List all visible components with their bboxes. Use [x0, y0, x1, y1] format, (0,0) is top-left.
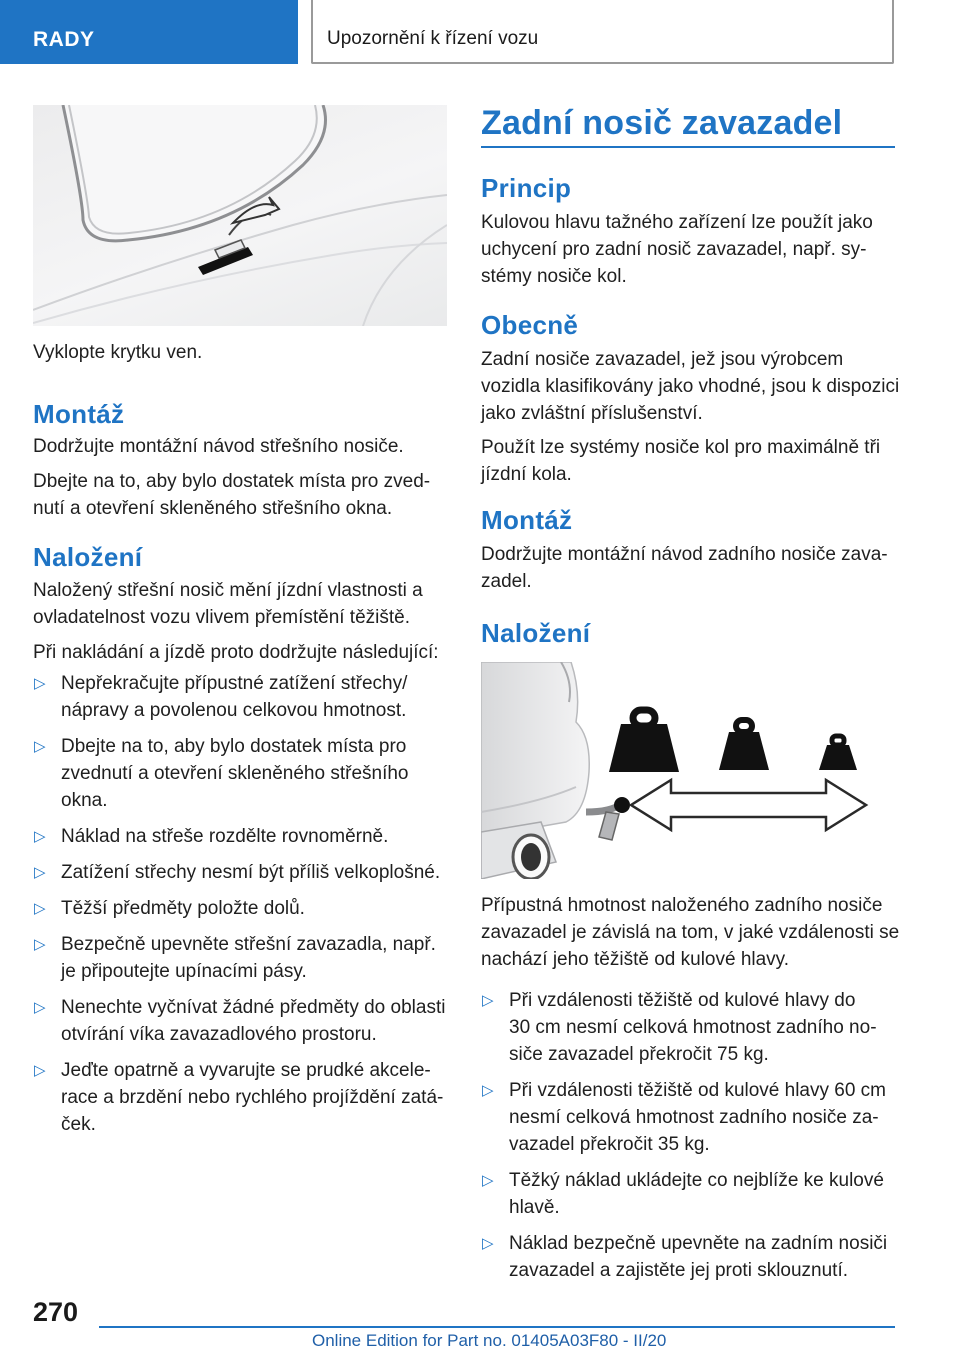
triangle-bullet-icon: ▷	[34, 936, 46, 953]
triangle-bullet-icon: ▷	[34, 864, 46, 881]
montaz-roof-text-2b: nutí a otevření skleněného střešního okna.	[33, 498, 393, 519]
title-underline	[481, 146, 895, 148]
montaz-rear-line-2: zadel.	[481, 571, 532, 592]
nalozeni-rear-line-1: Přípustná hmotnost naloženého zadního nosiče	[481, 895, 883, 916]
princip-line-3: stémy nosiče kol.	[481, 266, 627, 287]
nalozeni-roof-text-1b: ovladatelnost vozu vlivem přemístění těžiště.	[33, 607, 411, 628]
heading-nalozeni-roof: Naložení	[33, 542, 143, 572]
triangle-bullet-icon: ▷	[34, 675, 46, 692]
list-item: ▷ Bezpečně upevněte střešní zavazadla, např. je připoutejte upínacími pásy.	[34, 934, 436, 982]
list-item: ▷ Náklad na střeše rozdělte rovnoměrně.	[34, 826, 389, 847]
heading-nalozeni-rear: Naložení	[481, 618, 591, 648]
nalozeni-roof-text-1a: Naložený střešní nosič mění jízdní vlastnosti a	[33, 580, 423, 601]
footer-edition-text: Online Edition for Part no. 01405A03F80 - II/20	[312, 1331, 667, 1350]
heading-montaz-roof: Montáž	[33, 399, 125, 429]
obecne-line-1: Zadní nosiče zavazadel, jež jsou výrobcem	[481, 349, 844, 370]
triangle-bullet-icon: ▷	[34, 1062, 46, 1079]
montaz-roof-text-1: Dodržujte montážní návod střešního nosiče.	[33, 436, 404, 457]
list-item: ▷ Těžší předměty položte dolů.	[34, 898, 305, 919]
nalozeni-rear-line-2: zavazadel je závislá na tom, v jaké vzdálenosti se	[481, 922, 900, 943]
main-section-title: Zadní nosič zavazadel	[481, 104, 843, 142]
header-section-tab	[0, 0, 298, 64]
roof-cover-drawing	[33, 105, 447, 326]
obecne-line-3: jako zvláštní příslušenství.	[481, 403, 703, 424]
list-item: ▷ Dbejte na to, aby bylo dostatek místa pro zvednutí a otevření skleněného střešního okna.	[34, 736, 409, 811]
triangle-bullet-icon: ▷	[34, 828, 46, 845]
heading-obecne: Obecně	[481, 310, 579, 340]
heading-montaz-rear: Montáž	[481, 505, 573, 535]
rear-carrier-load-illustration	[481, 662, 895, 879]
roof-load-bullet-list	[33, 670, 447, 1147]
list-item: ▷ Jeďte opatrně a vyvarujte se prudké akcele‐ race a brzdění nebo rychlého projíždění zatá‐ ček.	[34, 1060, 444, 1135]
princip-line-2: uchycení pro zadní nosič zavazadel, např. sy‐	[481, 239, 867, 260]
montaz-roof-text-2a: Dbejte na to, aby bylo dostatek místa pro zved‐	[33, 471, 431, 492]
page-number: 270	[33, 1297, 79, 1327]
princip-line-1: Kulovou hlavu tažného zařízení lze použít jako	[481, 212, 873, 233]
list-item: ▷ Nenechte vyčnívat žádné předměty do oblasti otvírání víka zavazadlového prostoru.	[34, 997, 446, 1045]
rear-load-bullet-list	[481, 987, 895, 1293]
list-item: ▷ Při vzdálenosti těžiště od kulové hlavy 60 cm nesmí celková hmotnost zadního nosiče za‐ vazadel překročit 35 kg.	[482, 1080, 887, 1155]
nalozeni-roof-text-2: Při nakládání a jízdě proto dodržujte následující:	[33, 642, 439, 663]
triangle-bullet-icon: ▷	[34, 900, 46, 917]
triangle-bullet-icon: ▷	[482, 1172, 494, 1189]
header-chapter-box	[311, 0, 894, 64]
list-item: ▷ Náklad bezpečně upevněte na zadním nosiči zavazadel a zajistěte jej proti sklouznutí.	[482, 1233, 888, 1281]
montaz-rear-line-1: Dodržujte montážní návod zadního nosiče zava‐	[481, 544, 888, 565]
heading-princip: Princip	[481, 173, 572, 203]
obecne-line-5: jízdní kola.	[481, 464, 572, 485]
header-chapter-label: Upozornění k řízení vozu	[327, 28, 539, 49]
header-section-label: RADY	[33, 28, 95, 51]
triangle-bullet-icon: ▷	[34, 999, 46, 1016]
obecne-line-2: vozidla klasifikovány jako vhodné, jsou k dispozici	[481, 376, 900, 397]
triangle-bullet-icon: ▷	[34, 738, 46, 755]
list-item: ▷ Nepřekračujte přípustné zatížení střechy/ nápravy a povolenou celkovou hmotnost.	[34, 673, 408, 721]
triangle-bullet-icon: ▷	[482, 1082, 494, 1099]
list-item: ▷ Zatížení střechy nesmí být příliš velkoplošné.	[34, 862, 441, 883]
load-distance-drawing	[481, 662, 895, 879]
nalozeni-rear-line-3: nachází jeho těžiště od kulové hlavy.	[481, 949, 790, 970]
figure-caption: Vyklopte krytku ven.	[33, 342, 203, 363]
list-item: ▷ Při vzdálenosti těžiště od kulové hlavy do 30 cm nesmí celková hmotnost zadního no‐ siče zavazadel překročit 75 kg.	[482, 990, 877, 1065]
roof-cover-illustration	[33, 105, 447, 326]
triangle-bullet-icon: ▷	[482, 992, 494, 1009]
triangle-bullet-icon: ▷	[482, 1235, 494, 1252]
footer-rule	[99, 1326, 895, 1328]
list-item: ▷ Těžký náklad ukládejte co nejblíže ke kulové hlavě.	[482, 1170, 884, 1218]
obecne-line-4: Použít lze systémy nosiče kol pro maximálně tři	[481, 437, 881, 458]
